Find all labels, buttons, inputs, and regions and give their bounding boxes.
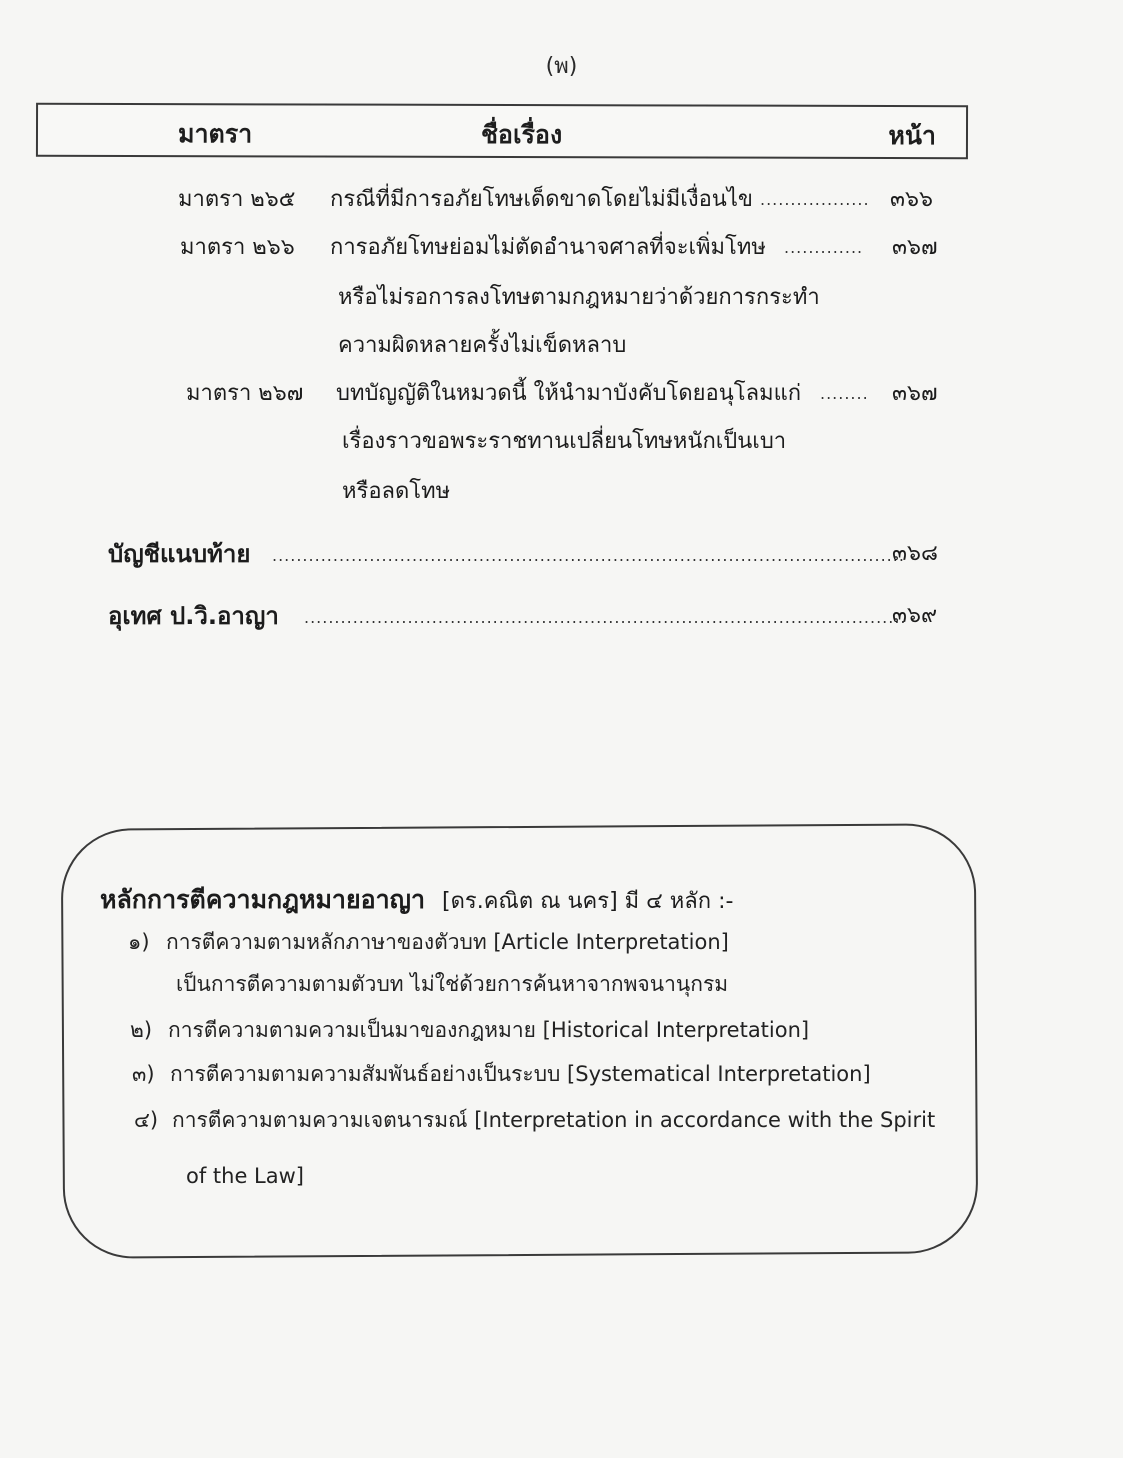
note-item — [132, 1058, 871, 1091]
note-item-continuation: of the Law] — [186, 1164, 304, 1188]
note-title: หลักการตีความกฎหมายอาญา — [100, 885, 426, 914]
note-item-text: การตีความตามหลักภาษาของตัวบท [Article Interpretation] — [166, 930, 729, 954]
note-item-number: ๒) — [130, 1018, 153, 1042]
note-item-text: การตีความตามความเป็นมาของกฎหมาย [Historical Interpretation] — [168, 1018, 810, 1042]
entry-continuation: หรือไม่รอการลงโทษตามกฎหมายว่าด้วยการกระทำ — [338, 285, 820, 310]
note-subtitle: [ดร.คณิต ณ นคร] มี ๔ หลัก :- — [442, 889, 734, 914]
toc-entry — [180, 224, 950, 272]
entry-continuation: ความผิดหลายครั้งไม่เข็ดหลาบ — [338, 333, 627, 358]
leader-dots: ........................................................................................................ — [272, 546, 905, 565]
toc-header — [36, 103, 968, 159]
entry-section: มาตรา ๒๖๖ — [180, 235, 295, 260]
note-item-number: ๓) — [132, 1062, 155, 1086]
note-item-number: ๔) — [134, 1108, 159, 1132]
header-page: หน้า — [888, 121, 937, 151]
entry-title: บทบัญญัติในหมวดนี้ ให้นำมาบังคับโดยอนุโลมแก่ — [336, 381, 802, 406]
leader-dots: ................................................................................................... — [304, 608, 907, 627]
leader-dots: ........ — [820, 384, 869, 403]
entry-page: ๓๖๗ — [892, 235, 938, 260]
appendix-entry — [108, 530, 948, 578]
toc-entry — [186, 370, 956, 418]
entry-continuation: เรื่องราวขอพระราชทานเปลี่ยนโทษหนักเป็นเบา — [342, 429, 787, 454]
appendix-title: บัญชีแนบท้าย — [108, 540, 251, 568]
toc-entry — [178, 176, 948, 224]
note-item — [128, 926, 729, 959]
entry-section: มาตรา ๒๖๗ — [186, 381, 304, 406]
header-section: มาตรา — [177, 119, 253, 149]
appendix-page: ๓๖๘ — [892, 541, 938, 566]
note-heading — [100, 880, 733, 920]
entry-continuation: หรือลดโทษ — [342, 479, 451, 504]
entry-title: กรณีที่มีการอภัยโทษเด็ดขาดโดยไม่มีเงื่อนไข — [330, 187, 753, 212]
leader-dots: .................. — [760, 190, 870, 209]
note-item-number: ๑) — [128, 930, 150, 954]
leader-dots: ............. — [784, 238, 864, 257]
entry-section: มาตรา ๒๖๕ — [178, 187, 296, 212]
note-item-text: การตีความตามความสัมพันธ์อย่างเป็นระบบ [Systematical Interpretation] — [170, 1062, 871, 1086]
page-number: (พ) — [545, 54, 578, 79]
header-title: ชื่อเรื่อง — [480, 119, 563, 150]
entry-title: การอภัยโทษย่อมไม่ตัดอำนาจศาลที่จะเพิ่มโทษ — [330, 235, 766, 260]
note-item — [130, 1014, 809, 1047]
note-item — [134, 1104, 935, 1137]
appendix-entry — [108, 592, 948, 640]
appendix-title: อุเทศ ป.วิ.อาญา — [108, 602, 279, 630]
note-item-text: การตีความตามความเจตนารมณ์ [Interpretation in accordance with the Spirit — [172, 1108, 936, 1132]
note-item-continuation: เป็นการตีความตามตัวบท ไม่ใช่ด้วยการค้นหาจากพจนานุกรม — [176, 972, 729, 996]
appendix-page: ๓๖๙ — [892, 603, 938, 628]
entry-page: ๓๖๖ — [890, 187, 933, 212]
entry-page: ๓๖๗ — [892, 381, 938, 406]
